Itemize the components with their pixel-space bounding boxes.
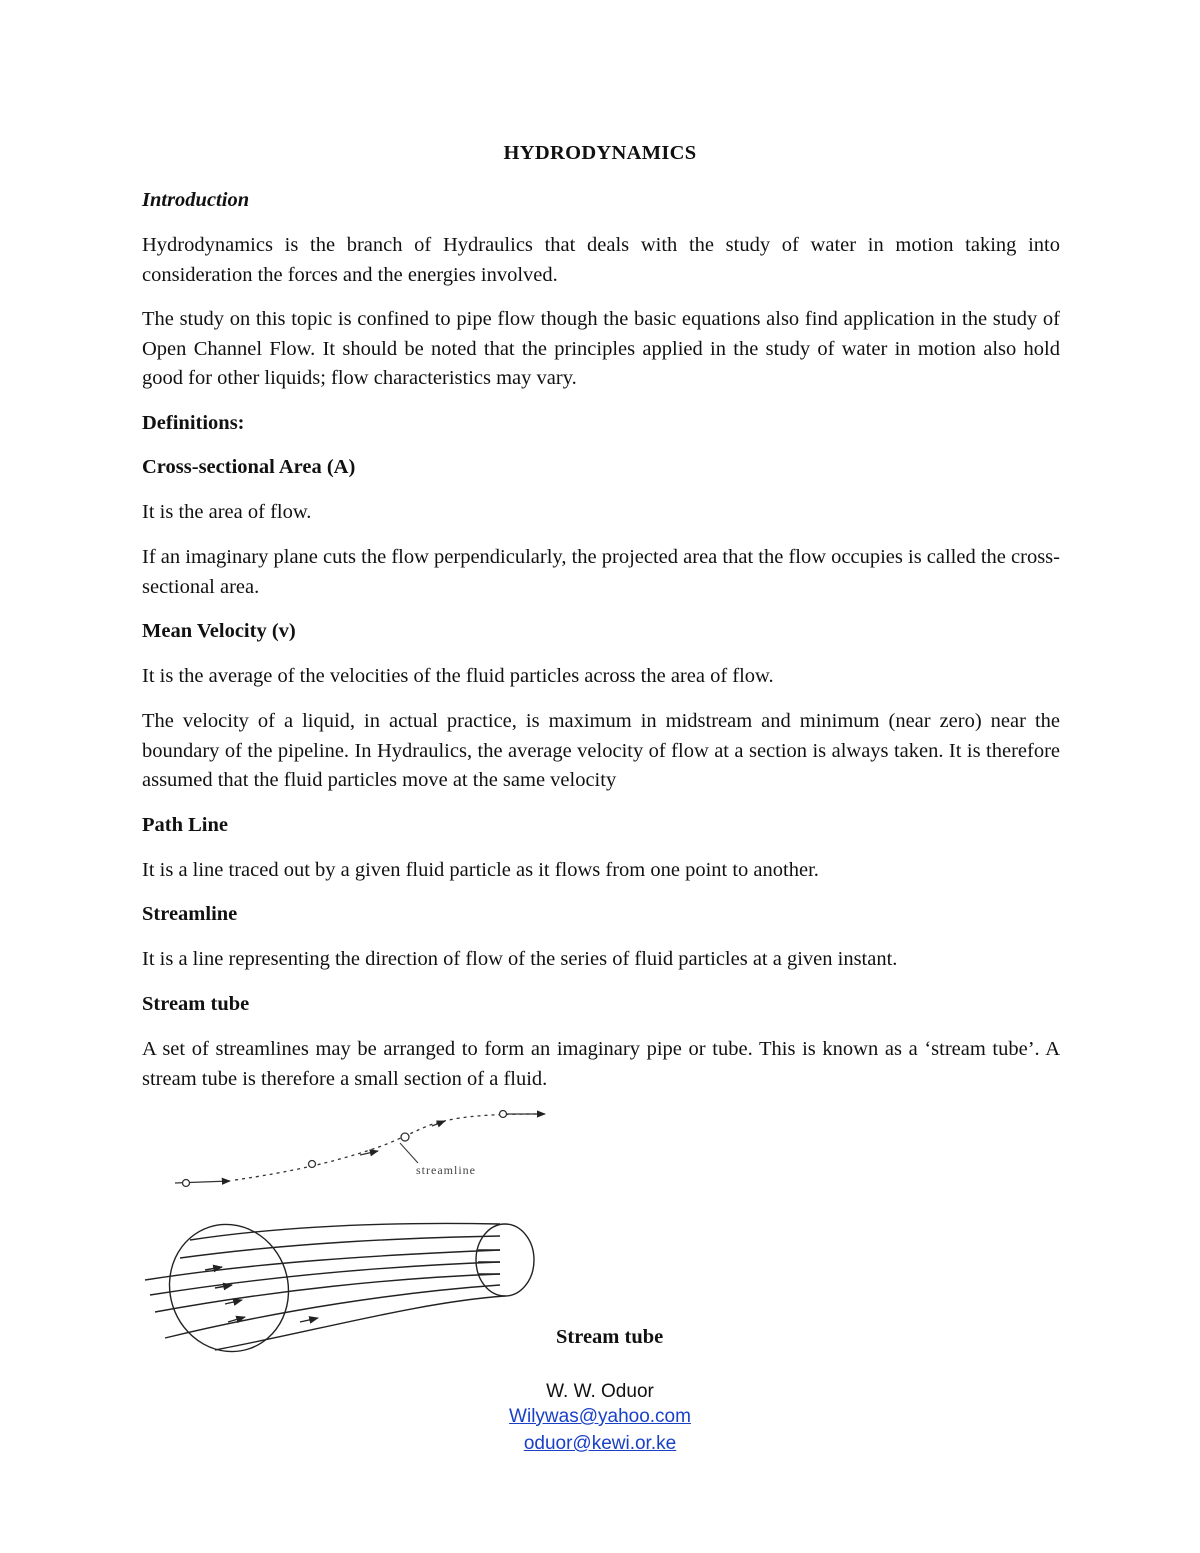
mean-velocity-paragraph-1: It is the average of the velocities of the fluid particles across the area of flow. [142,665,774,687]
stream-tube-paragraph: A set of streamlines may be arranged to form an imaginary pipe or tube. This is known as a ‘stream tube’. A stream tube is therefore a small section of a fluid. [142,1038,1060,1090]
document-title: HYDRODYNAMICS [503,142,697,164]
cross-section-heading: Cross-sectional Area (A) [142,456,356,478]
streamline-figure [175,1111,545,1187]
stream-tube-heading: Stream tube [142,993,250,1015]
author-name: W. W. Oduor [546,1381,654,1402]
cross-section-paragraph-1: It is the area of flow. [142,501,312,523]
path-line-paragraph: It is a line traced out by a given fluid particle as it flows from one point to another. [142,859,819,881]
introduction-heading: Introduction [142,189,250,211]
email-link-yahoo[interactable]: Wilywas@yahoo.com [509,1406,691,1427]
intro-paragraph-1: Hydrodynamics is the branch of Hydraulics that deals with the study of water in motion taking into consideration the forces and the energies involved. [142,234,1060,286]
intro-paragraph-2: The study on this topic is confined to pipe flow though the basic equations also find application in the study of Open Channel Flow. It should be noted that the principles applied in the study of water in motion also hold good for other liquids; flow characteristics may vary. [142,308,1060,389]
email-link-kewi[interactable]: oduor@kewi.or.ke [523,1433,677,1454]
streamline-label: streamline [416,1163,476,1177]
definitions-heading: Definitions: [142,412,245,434]
stream-tube-figure [145,1209,534,1367]
cross-section-paragraph-2: If an imaginary plane cuts the flow perpendicularly, the projected area that the flow occupies is called the cross-sectional area. [142,546,1060,598]
mean-velocity-paragraph-2: The velocity of a liquid, in actual practice, is maximum in midstream and minimum (near zero) near the boundary of the pipeline. In Hydraulics, the average velocity of flow at a section is always taken. It is therefore assumed that the fluid particles move at the same velocity [142,710,1060,791]
streamline-paragraph: It is a line representing the direction of flow of the series of fluid particles at a given instant. [142,948,898,970]
streamline-heading: Streamline [142,903,238,925]
mean-velocity-heading: Mean Velocity (v) [142,620,296,642]
figure-caption: Stream tube [556,1326,664,1348]
path-line-heading: Path Line [142,814,228,836]
